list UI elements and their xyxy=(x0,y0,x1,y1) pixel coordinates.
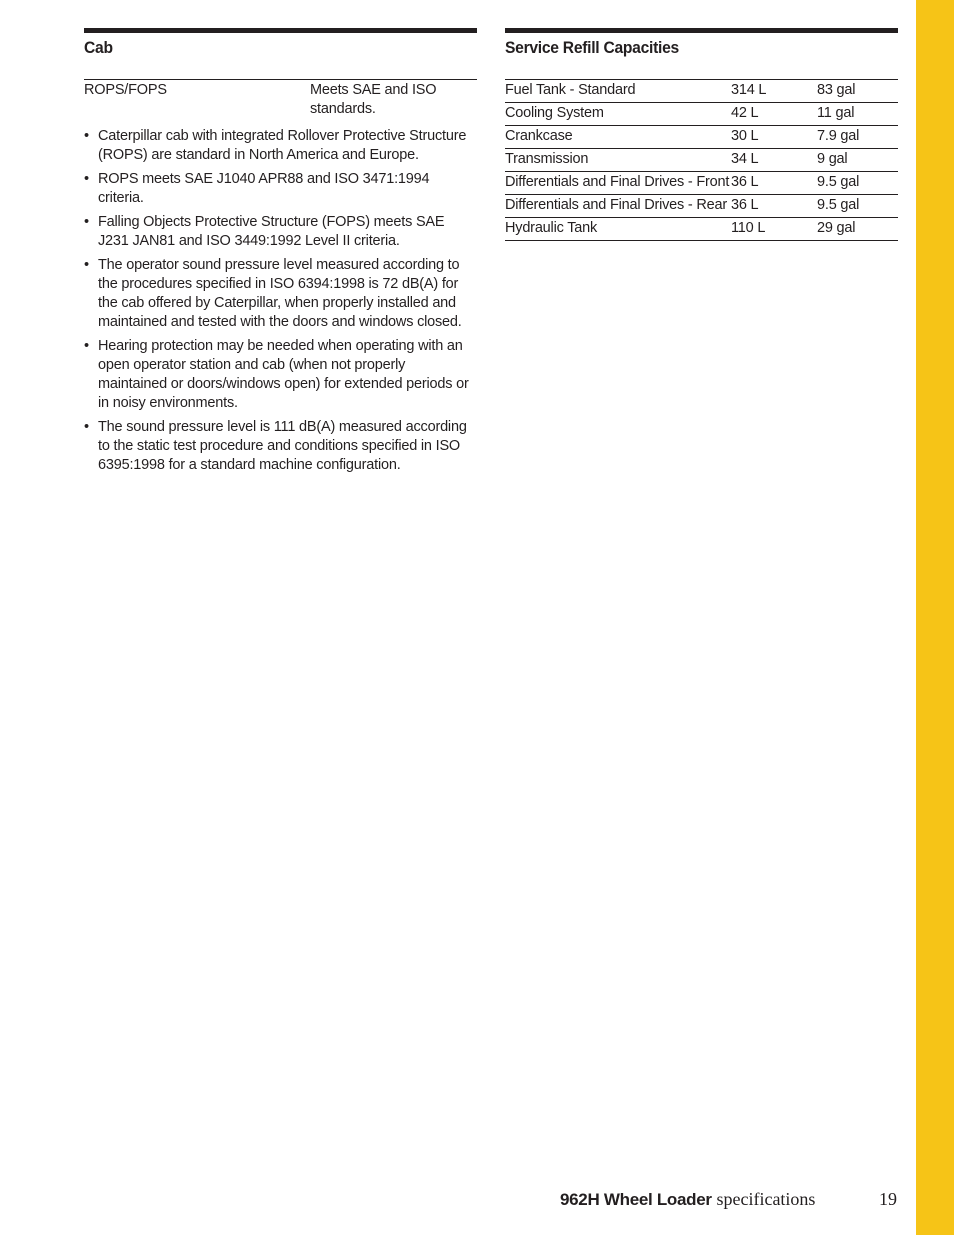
item-cell: Crankcase xyxy=(505,128,573,144)
item-cell: Hydraulic Tank xyxy=(505,220,598,236)
gallons-cell: 83 gal xyxy=(817,82,856,98)
refill-title: Service Refill Capacities xyxy=(505,38,679,57)
heavy-rule xyxy=(84,28,477,33)
liters-cell: 110 L xyxy=(731,220,766,236)
liters-cell: 36 L xyxy=(731,174,759,190)
rops-fops-value: Meets SAE and ISO standards. xyxy=(310,82,437,117)
table-row xyxy=(505,103,898,126)
liters-cell: 34 L xyxy=(731,151,759,167)
liters-cell: 42 L xyxy=(731,105,759,121)
bullet-item xyxy=(84,418,477,475)
bullet-item xyxy=(84,213,477,251)
refill-section xyxy=(505,28,898,241)
page-footer xyxy=(560,1187,900,1213)
liters-cell: 30 L xyxy=(731,128,759,144)
item-cell: Fuel Tank - Standard xyxy=(505,82,636,98)
footer-model: 962H Wheel Loader xyxy=(560,1190,712,1209)
bullet-icon: • xyxy=(84,257,89,273)
refill-table xyxy=(505,80,898,241)
cab-bullet-list xyxy=(84,127,477,475)
bullet-item xyxy=(84,256,477,332)
item-cell: Cooling System xyxy=(505,105,604,121)
item-cell: Differentials and Final Drives - Rear xyxy=(505,197,728,213)
bullet-item xyxy=(84,170,477,208)
accent-side-bar xyxy=(916,0,954,1235)
gallons-cell: 9.5 gal xyxy=(817,174,860,190)
bullet-icon: • xyxy=(84,419,89,435)
table-row xyxy=(505,218,898,241)
bullet-text: Hearing protection may be needed when operating with an open operator station and cab (when not properly maintained or doors/windows open) for extended periods or in noisy environments. xyxy=(98,338,469,411)
item-cell: Transmission xyxy=(505,151,589,167)
liters-cell: 314 L xyxy=(731,82,767,98)
bullet-text: The operator sound pressure level measured according to the procedures specified in ISO 6394:1998 is 72 dB(A) for the cab offered by Caterpillar, when properly installed and maintained and tested with the doors and windows closed. xyxy=(98,257,462,330)
table-row xyxy=(505,195,898,218)
table-row xyxy=(505,80,898,103)
bullet-text: Caterpillar cab with integrated Rollover Protective Structure (ROPS) are standard in North America and Europe. xyxy=(98,128,467,163)
page-number: 19 xyxy=(879,1189,897,1209)
rops-fops-label: ROPS/FOPS xyxy=(84,82,167,98)
bullet-text: The sound pressure level is 111 dB(A) measured according to the static test procedure and conditions specified in ISO 6395:1998 for a standard machine configuration. xyxy=(98,419,467,473)
bullet-text: ROPS meets SAE J1040 APR88 and ISO 3471:1994 criteria. xyxy=(98,171,430,206)
gallons-cell: 7.9 gal xyxy=(817,128,860,144)
liters-cell: 36 L xyxy=(731,197,759,213)
cab-title: Cab xyxy=(84,38,113,57)
table-row xyxy=(505,149,898,172)
item-cell: Differentials and Final Drives - Front xyxy=(505,174,730,190)
cab-section xyxy=(84,28,477,480)
gallons-cell: 29 gal xyxy=(817,220,856,236)
heavy-rule xyxy=(505,28,898,33)
bullet-icon: • xyxy=(84,338,89,354)
bullet-icon: • xyxy=(84,214,89,230)
bullet-icon: • xyxy=(84,171,89,187)
bullet-item xyxy=(84,337,477,413)
gallons-cell: 9.5 gal xyxy=(817,197,860,213)
bullet-item xyxy=(84,127,477,165)
rops-fops-row xyxy=(84,80,477,127)
bullet-text: Falling Objects Protective Structure (FOPS) meets SAE J231 JAN81 and ISO 3449:1992 Level II criteria. xyxy=(98,214,445,249)
bullet-icon: • xyxy=(84,128,89,144)
footer-word: specifications xyxy=(716,1189,816,1209)
table-row xyxy=(505,172,898,195)
gallons-cell: 11 gal xyxy=(817,105,855,121)
gallons-cell: 9 gal xyxy=(817,151,848,167)
table-row xyxy=(505,126,898,149)
